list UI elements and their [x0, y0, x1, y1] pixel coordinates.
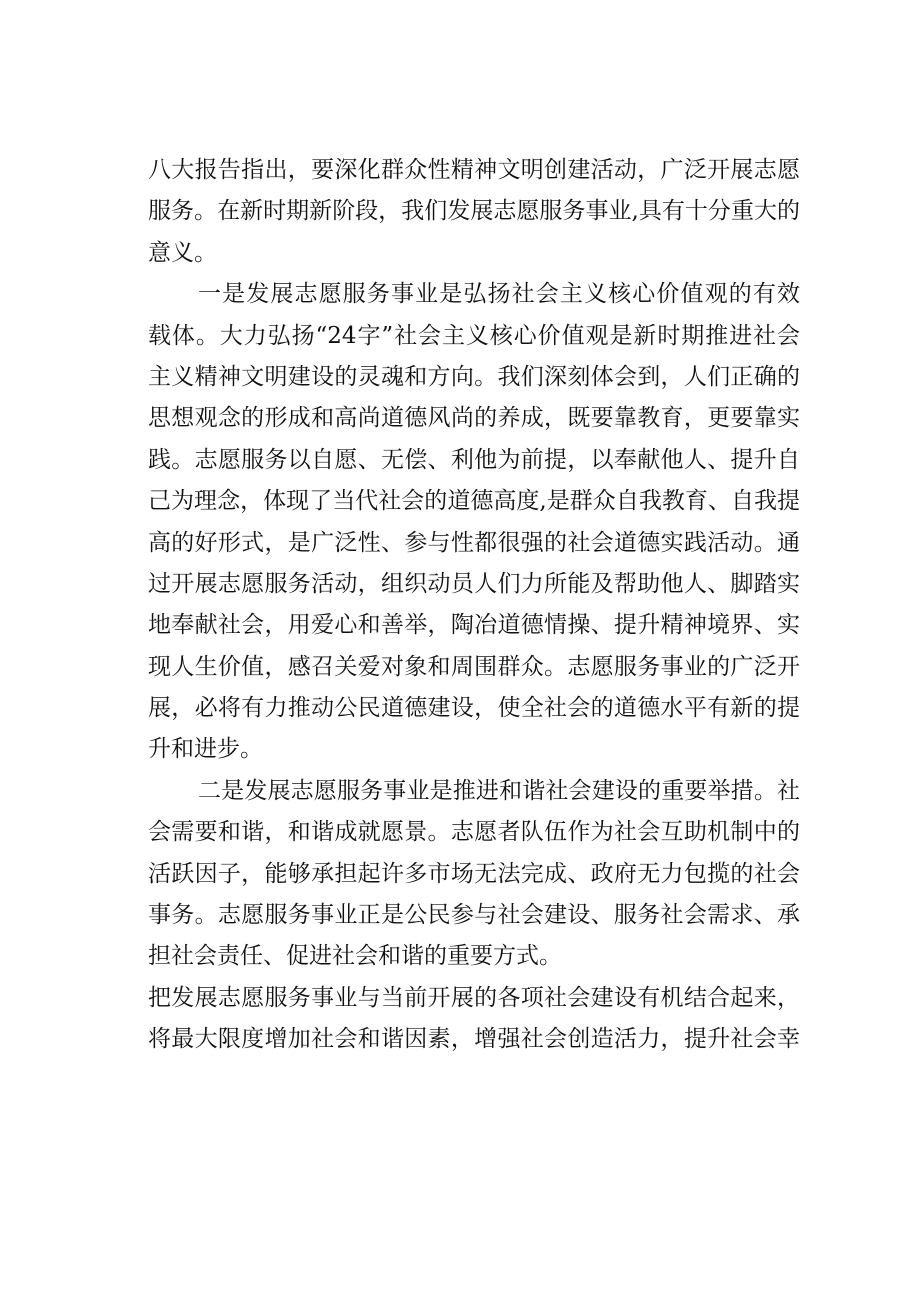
body-text — [148, 150, 800, 1061]
text-line: 己为理念，体现了当代社会的道德高度,是群众自我教育、自我提 — [148, 488, 800, 515]
text-line: 活跃因子，能够承担起许多市场无法完成、政府无力包揽的社会 — [148, 860, 800, 887]
text-line: 过开展志愿服务活动，组织动员人们力所能及帮助他人、脚踏实 — [148, 570, 800, 597]
text-line: 会需要和谐，和谐成就愿景。志愿者队伍作为社会互助机制中的 — [148, 819, 800, 846]
text-line: 担社会责任、促进社会和谐的重要方式。 — [148, 943, 562, 970]
text-line: 展，必将有力推动公民道德建设，使全社会的道德水平有新的提 — [148, 695, 800, 722]
text-line: 高的好形式，是广泛性、参与性都很强的社会道德实践活动。通 — [148, 529, 800, 556]
paragraph-start-line: 二是发展志愿服务事业是推进和谐社会建设的重要举措。社 — [198, 777, 800, 804]
text-line: 服务。在新时期新阶段，我们发展志愿服务事业,具有十分重大的 — [148, 198, 800, 225]
paragraph-start-line: 一是发展志愿服务事业是弘扬社会主义核心价值观的有效 — [198, 281, 800, 308]
text-line: 将最大限度增加社会和谐因素，增强社会创造活力，提升社会幸 — [148, 1026, 800, 1053]
text-line: 主义精神文明建设的灵魂和方向。我们深刻体会到，人们正确的 — [148, 363, 800, 390]
text-line: 践。志愿服务以自愿、无偿、利他为前提，以奉献他人、提升自 — [148, 446, 800, 473]
text-line: 思想观念的形成和高尚道德风尚的养成，既要靠教育，更要靠实 — [148, 405, 800, 432]
text-line: 升和进步。 — [148, 736, 263, 763]
text-line: 把发展志愿服务事业与当前开展的各项社会建设有机结合起来， — [148, 984, 800, 1011]
text-line: 载体。大力弘扬“24字”社会主义核心价值观是新时期推进社会 — [148, 322, 800, 349]
text-line: 意义。 — [148, 239, 217, 266]
text-line: 事务。志愿服务事业正是公民参与社会建设、服务社会需求、承 — [148, 902, 800, 929]
text-line: 八大报告指出，要深化群众性精神文明创建活动，广泛开展志愿 — [148, 157, 800, 183]
text-line: 地奉献社会，用爱心和善举，陶冶道德情操、提升精神境界、实 — [148, 612, 800, 639]
text-line: 现人生价值，感召关爱对象和周围群众。志愿服务事业的广泛开 — [148, 653, 800, 680]
